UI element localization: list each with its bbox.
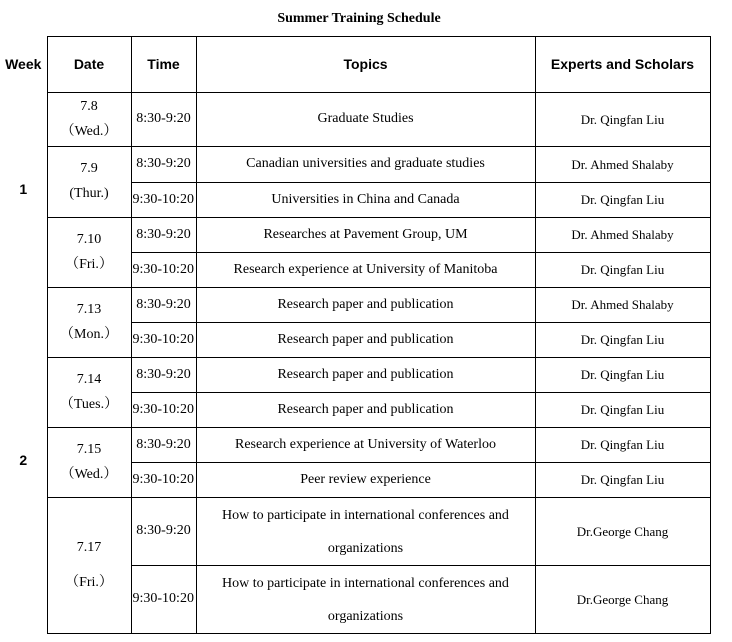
expert-cell: Dr.George Chang: [535, 498, 710, 566]
expert-cell: Dr. Qingfan Liu: [535, 183, 710, 218]
time-cell: 9:30-10:20: [131, 183, 196, 218]
time-cell: 9:30-10:20: [131, 566, 196, 634]
header-date: Date: [47, 37, 131, 93]
topic-cell: Graduate Studies: [196, 93, 535, 147]
week-1-cell: 1: [0, 93, 47, 288]
table-row: [0, 93, 710, 147]
expert-cell: Dr. Ahmed Shalaby: [535, 288, 710, 323]
schedule-table: [0, 36, 711, 634]
table-row: [0, 498, 710, 566]
date-cell: [47, 218, 131, 288]
date-value: 7.9: [80, 161, 98, 177]
time-cell: 8:30-9:20: [131, 147, 196, 183]
date-value: 7.8: [80, 98, 98, 114]
header-topics: Topics: [196, 37, 535, 93]
expert-cell: Dr. Qingfan Liu: [535, 323, 710, 358]
topic-cell: Research experience at University of Waterloo: [196, 428, 535, 463]
weekday-value: （Tues.）: [59, 396, 119, 412]
time-cell: 8:30-9:20: [131, 498, 196, 566]
table-row: [0, 288, 710, 323]
topic-cell: Researches at Pavement Group, UM: [196, 218, 535, 253]
weekday-value: （Fri.）: [65, 574, 113, 590]
header-row: [0, 37, 710, 93]
topic-cell: How to participate in international conferences and organizations: [196, 498, 535, 566]
weekday-value: （Mon.）: [60, 326, 118, 342]
week-2-cell: 2: [0, 288, 47, 634]
expert-cell: Dr. Ahmed Shalaby: [535, 218, 710, 253]
date-value: 7.17: [76, 539, 102, 555]
expert-cell: Dr. Qingfan Liu: [535, 253, 710, 288]
topic-cell: How to participate in international conferences and organizations: [196, 566, 535, 634]
page-title: Summer Training Schedule: [277, 11, 441, 26]
topic-cell: Research paper and publication: [196, 288, 535, 323]
date-cell: [47, 93, 131, 147]
topic-cell: Peer review experience: [196, 463, 535, 498]
date-cell: [47, 288, 131, 358]
topic-cell: Universities in China and Canada: [196, 183, 535, 218]
table-row: [0, 147, 710, 183]
expert-cell: Dr.George Chang: [535, 566, 710, 634]
date-cell: [47, 428, 131, 498]
weekday-value: （Wed.）: [60, 466, 118, 482]
table-row: [0, 428, 710, 463]
expert-cell: Dr. Qingfan Liu: [535, 93, 710, 147]
date-value: 7.15: [76, 441, 102, 457]
weekday-value: （Fri.）: [65, 256, 113, 272]
time-cell: 9:30-10:20: [131, 323, 196, 358]
time-cell: 9:30-10:20: [131, 393, 196, 428]
header-time: Time: [131, 37, 196, 93]
weekday-value: （Wed.）: [60, 123, 118, 139]
expert-cell: Dr. Qingfan Liu: [535, 358, 710, 393]
date-cell: [47, 147, 131, 218]
date-value: 7.10: [76, 231, 102, 247]
table-row: [0, 358, 710, 393]
date-value: 7.13: [76, 301, 102, 317]
time-cell: 8:30-9:20: [131, 93, 196, 147]
topic-cell: Canadian universities and graduate studies: [196, 147, 535, 183]
time-cell: 9:30-10:20: [131, 463, 196, 498]
topic-cell: Research experience at University of Manitoba: [196, 253, 535, 288]
date-cell: [47, 498, 131, 634]
expert-cell: Dr. Qingfan Liu: [535, 428, 710, 463]
time-cell: 9:30-10:20: [131, 253, 196, 288]
expert-cell: Dr. Qingfan Liu: [535, 393, 710, 428]
date-cell: [47, 358, 131, 428]
expert-cell: Dr. Ahmed Shalaby: [535, 147, 710, 183]
date-value: 7.14: [76, 371, 102, 387]
header-experts: Experts and Scholars: [535, 37, 710, 93]
topic-cell: Research paper and publication: [196, 358, 535, 393]
topic-cell: Research paper and publication: [196, 323, 535, 358]
time-cell: 8:30-9:20: [131, 428, 196, 463]
time-cell: 8:30-9:20: [131, 288, 196, 323]
expert-cell: Dr. Qingfan Liu: [535, 463, 710, 498]
time-cell: 8:30-9:20: [131, 358, 196, 393]
header-week: Week: [0, 37, 47, 93]
table-row: [0, 218, 710, 253]
weekday-value: (Thur.): [69, 186, 109, 201]
time-cell: 8:30-9:20: [131, 218, 196, 253]
topic-cell: Research paper and publication: [196, 393, 535, 428]
